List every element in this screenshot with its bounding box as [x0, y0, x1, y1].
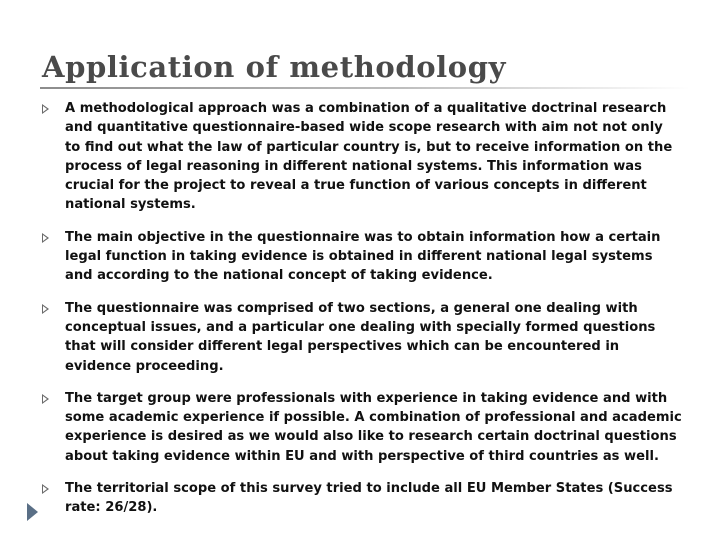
bullet-item-2 [0, 228, 720, 286]
bullet-text-3: The questionnaire was comprised of two sections, a general one dealing with conceptual issues, and a particular one dealing with specially formed questions that will consider different legal perspectives which can be encountered in evidence proceeding. [65, 300, 656, 374]
triangle-bullet-icon [42, 304, 49, 314]
bullet-text-5: The territorial scope of this survey tried to include all EU Member States (Success rate: 26/28). [65, 481, 673, 516]
bullet-text-2: The main objective in the questionnaire was to obtain information how a certain legal function in taking evidence is obtained in different national legal systems and according to the national concept of taking evidence. [65, 229, 661, 284]
bullet-item-3 [0, 299, 720, 376]
bullet-item-4 [0, 389, 720, 466]
bullet-item-5 [0, 479, 720, 518]
bullet-text-1: A methodological approach was a combination of a qualitative doctrinal research and quantitative questionnaire-based wide scope research with aim not not only to find out what the law of particular country is, but to receive information on the process of legal reasoning in different national systems. This information was crucial for the project to reveal a true function of various concepts in different national systems. [65, 101, 673, 213]
slide-title: Application of methodology [42, 50, 507, 84]
next-slide-arrow-icon[interactable] [27, 503, 38, 521]
triangle-bullet-icon [42, 233, 49, 243]
title-underline [40, 87, 690, 89]
triangle-bullet-icon [42, 104, 49, 114]
bullet-text-4: The target group were professionals with experience in taking evidence and with some academic experience if possible. A combination of professional and academic experience is desired as we would also like to research certain doctrinal questions about taking evidence within EU and with perspective of third countries as well. [65, 390, 682, 464]
triangle-bullet-icon [42, 394, 49, 404]
bullet-list [0, 99, 720, 531]
triangle-bullet-icon [42, 484, 49, 494]
bullet-item-1 [0, 99, 720, 215]
